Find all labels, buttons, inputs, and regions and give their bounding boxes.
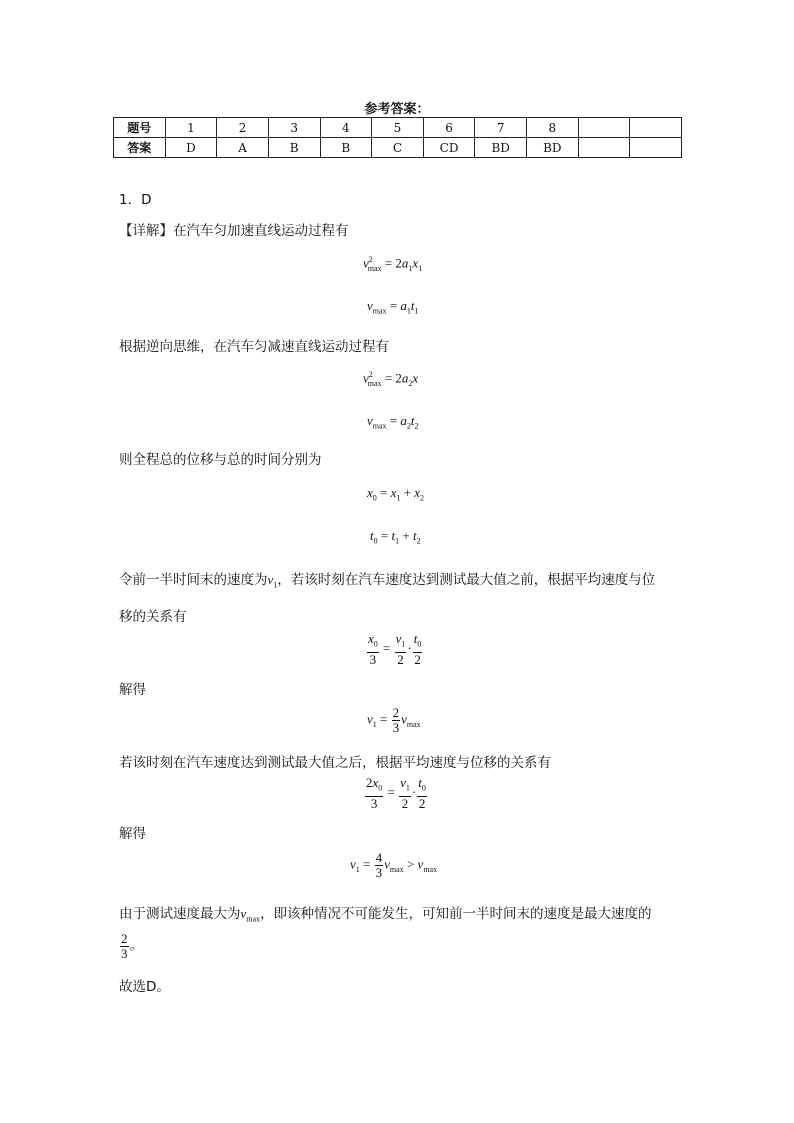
paragraph-6 [119, 902, 652, 924]
solve-label-2: 解得 [119, 826, 146, 842]
inline-vmax: $v_{max}$ [240, 906, 261, 924]
table-cell: 4 [320, 118, 372, 138]
table-cell: C [372, 138, 424, 158]
table-cell: 7 [475, 118, 527, 138]
paragraph-4 [119, 568, 655, 590]
table-row-numbers [114, 118, 682, 138]
table-cell: B [268, 138, 320, 158]
detail-tag: 【详解】 [119, 223, 173, 239]
table-cell: 8 [527, 118, 579, 138]
equation-accel-2: $v_{max} = a_1t_1$ [367, 298, 419, 316]
table-cell [578, 118, 630, 138]
inline-v1: $v_1$ [267, 572, 278, 590]
table-cell: BD [475, 138, 527, 158]
paragraph-2: 根据逆向思维，在汽车匀减速直线运动过程有 [119, 339, 389, 355]
equation-total-time: $t_0 = t_1 + t_2$ [370, 528, 421, 546]
equation-result-1: $v_1$ = $\frac{2}{3}$ $v_{max}$ [367, 705, 421, 735]
table-cell: B [320, 138, 372, 158]
paragraph-text: 令前一半时间末的速度为 [119, 572, 268, 588]
table-header-number: 题号 [114, 118, 166, 138]
equation-total-displacement: $x_0 = x_1 + x_2$ [367, 485, 425, 503]
table-row-answers [114, 138, 682, 158]
equation-half-displacement-2: $\frac{2x_0}{3}$ = $\frac{v_1}{2}$ · $\frac{t_0}{2}$ [366, 775, 426, 811]
table-cell: A [217, 138, 269, 158]
paragraph-text: ，即该种情况不可能发生，可知前一半时间末的速度是最大速度的 [260, 906, 652, 922]
table-cell: CD [423, 138, 475, 158]
paragraph-4-continued: 移的关系有 [119, 609, 187, 625]
answer-table [113, 117, 682, 158]
table-cell [578, 138, 630, 158]
table-cell: 2 [217, 118, 269, 138]
table-cell [630, 138, 682, 158]
question-heading: 1．D [119, 192, 152, 208]
equation-result-2: $v_1$ = $\frac{4}{3}$ $v_{max} > v_{max}$ [350, 850, 438, 880]
fraction-two-thirds: $\frac{2}{3}$ 。 [121, 931, 143, 961]
table-cell: BD [527, 138, 579, 158]
equation-decel-1: $v^2_{max} = 2a_2x$ [363, 370, 419, 388]
paragraph-text: 在汽车匀加速直线运动过程有 [173, 223, 349, 239]
paragraph-5: 若该时刻在汽车速度达到测试最大值之后，根据平均速度与位移的关系有 [119, 755, 551, 771]
table-cell: 6 [423, 118, 475, 138]
paragraph-text: ，若该时刻在汽车速度达到测试最大值之前，根据平均速度与位 [277, 572, 656, 588]
table-cell: 1 [165, 118, 217, 138]
equation-accel-1: $v^2_{max} = 2a_1x_1$ [363, 255, 423, 273]
table-cell: D [165, 138, 217, 158]
equation-decel-2: $v_{max} = a_2t_2$ [367, 413, 419, 431]
solve-label-1: 解得 [119, 682, 146, 698]
paragraph-text: 由于测试速度最大为 [119, 906, 241, 922]
conclusion: 故选D。 [119, 979, 170, 995]
table-cell: 3 [268, 118, 320, 138]
table-header-answer: 答案 [114, 138, 166, 158]
table-cell: 5 [372, 118, 424, 138]
paragraph-3: 则全程总的位移与总的时间分别为 [119, 452, 322, 468]
detail-paragraph-1 [119, 219, 349, 239]
equation-half-displacement-1: $\frac{x_0}{3}$ = $\frac{v_1}{2}$ · $\frac{t_0}{2}$ [368, 631, 422, 667]
end-mark: 。 [129, 937, 143, 954]
table-cell [630, 118, 682, 138]
answer-key-title: 参考答案： [364, 102, 430, 117]
